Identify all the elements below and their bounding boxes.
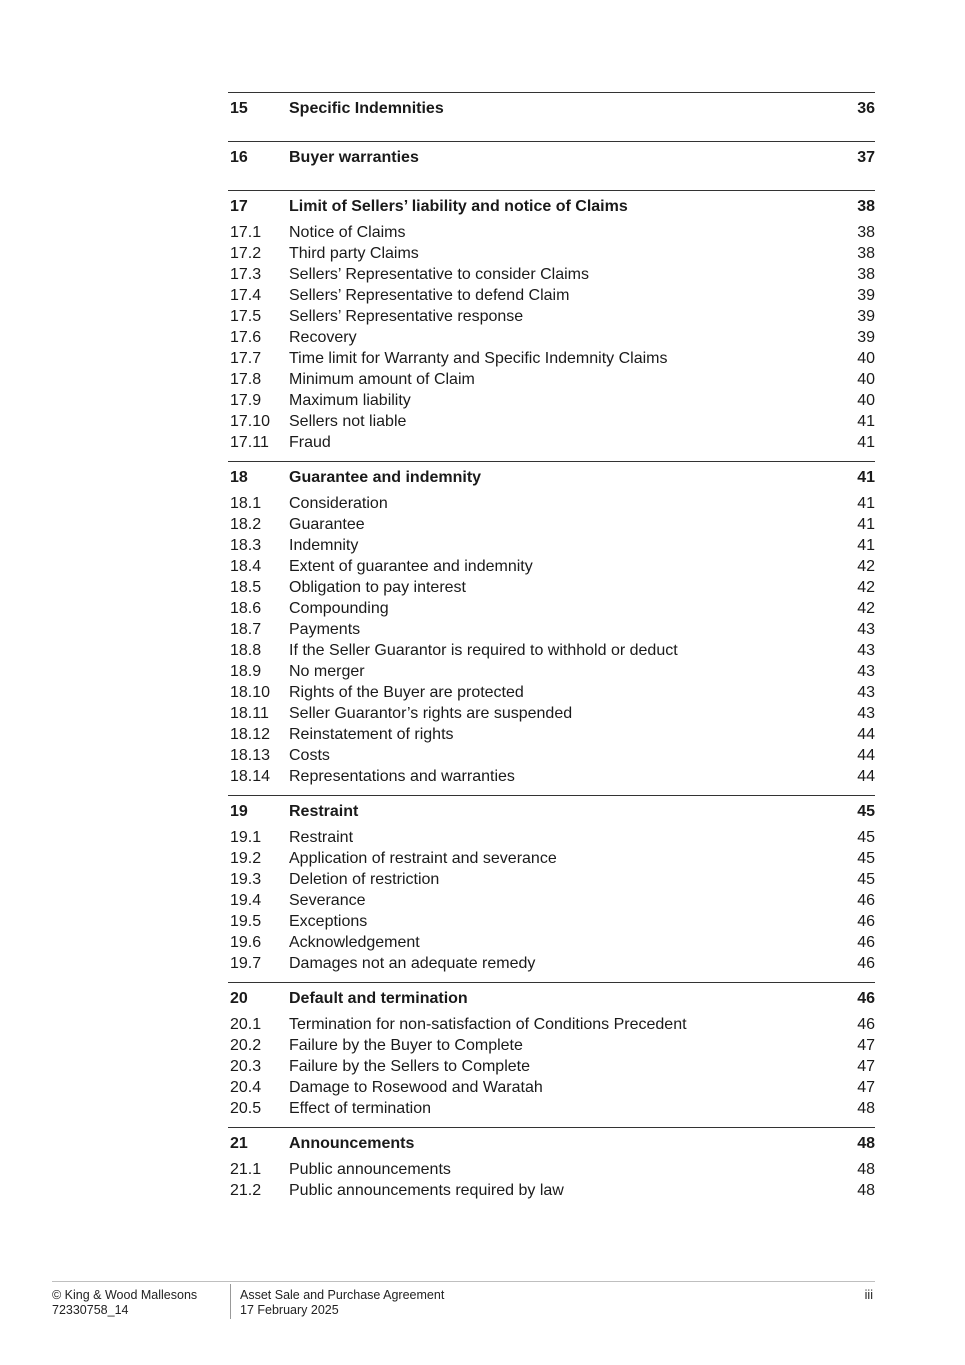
toc-subsection-list <box>228 1159 875 1209</box>
toc-subsection-number: 20.3 <box>230 1057 262 1075</box>
table-of-contents <box>228 92 875 1209</box>
footer-page-number: iii <box>864 1288 873 1302</box>
toc-subsection-title: Third party Claims <box>289 244 419 262</box>
toc-subsection-row[interactable] <box>228 745 875 766</box>
toc-subsection-page: 41 <box>857 536 875 554</box>
toc-subsection-row[interactable] <box>228 577 875 598</box>
toc-subsection-title: Sellers’ Representative to consider Claims <box>289 265 589 283</box>
toc-section-heading[interactable] <box>228 796 875 827</box>
toc-subsection-page: 47 <box>857 1057 875 1075</box>
toc-subsection-title: Severance <box>289 891 366 909</box>
toc-section-title: Limit of Sellers’ liability and notice of Claims <box>289 197 628 215</box>
toc-subsection-number: 19.7 <box>230 954 262 972</box>
toc-section-spacer <box>228 173 875 190</box>
toc-subsection-title: Reinstatement of rights <box>289 725 454 743</box>
toc-subsection-title: Sellers’ Representative to defend Claim <box>289 286 570 304</box>
toc-subsection-row[interactable] <box>228 1159 875 1180</box>
toc-subsection-number: 20.5 <box>230 1099 262 1117</box>
toc-subsection-number: 17.6 <box>230 328 262 346</box>
toc-subsection-title: Minimum amount of Claim <box>289 370 475 388</box>
toc-subsection-row[interactable] <box>228 766 875 787</box>
toc-section-page: 41 <box>857 468 875 486</box>
toc-subsection-row[interactable] <box>228 598 875 619</box>
toc-section-heading[interactable] <box>228 1128 875 1159</box>
toc-subsection-page: 46 <box>857 933 875 951</box>
toc-subsection-row[interactable] <box>228 285 875 306</box>
toc-subsection-title: Indemnity <box>289 536 359 554</box>
toc-subsection-title: Payments <box>289 620 361 638</box>
toc-subsection-page: 45 <box>857 870 875 888</box>
toc-section <box>228 982 875 1127</box>
toc-subsection-page: 41 <box>857 433 875 451</box>
toc-subsection-page: 39 <box>857 328 875 346</box>
toc-subsection-number: 17.9 <box>230 391 262 409</box>
toc-subsection-number: 17.7 <box>230 349 262 367</box>
toc-subsection-page: 47 <box>857 1078 875 1096</box>
toc-section <box>228 92 875 141</box>
toc-subsection-page: 38 <box>857 265 875 283</box>
toc-subsection-number: 18.9 <box>230 662 262 680</box>
toc-subsection-number: 17.3 <box>230 265 262 283</box>
toc-subsection-page: 40 <box>857 391 875 409</box>
toc-section-number: 15 <box>230 99 248 117</box>
toc-subsection-row[interactable] <box>228 661 875 682</box>
toc-subsection-row[interactable] <box>228 619 875 640</box>
toc-subsection-title: Sellers not liable <box>289 412 407 430</box>
toc-section-number: 17 <box>230 197 248 215</box>
toc-subsection-row[interactable] <box>228 306 875 327</box>
toc-subsection-page: 45 <box>857 849 875 867</box>
toc-subsection-number: 19.1 <box>230 828 262 846</box>
toc-subsection-row[interactable] <box>228 703 875 724</box>
toc-subsection-page: 46 <box>857 891 875 909</box>
toc-subsection-number: 18.6 <box>230 599 262 617</box>
toc-section <box>228 141 875 190</box>
toc-subsection-row[interactable] <box>228 432 875 453</box>
toc-subsection-page: 41 <box>857 494 875 512</box>
toc-subsection-page: 44 <box>857 767 875 785</box>
toc-subsection-row[interactable] <box>228 890 875 911</box>
footer-copyright: © King & Wood Mallesons <box>52 1288 198 1302</box>
toc-section-number: 21 <box>230 1134 248 1152</box>
toc-subsection-page: 46 <box>857 912 875 930</box>
footer-doc-title: Asset Sale and Purchase Agreement <box>240 1288 445 1302</box>
toc-subsection-title: Guarantee <box>289 515 365 533</box>
toc-section-title: Default and termination <box>289 989 468 1007</box>
toc-subsection-row[interactable] <box>228 911 875 932</box>
footer-left <box>52 1288 228 1318</box>
toc-section-page: 36 <box>857 99 875 117</box>
toc-section-number: 16 <box>230 148 248 166</box>
toc-section-number: 20 <box>230 989 248 1007</box>
toc-subsection-number: 18.11 <box>230 704 269 722</box>
toc-section-heading[interactable] <box>228 142 875 173</box>
toc-subsection-page: 38 <box>857 244 875 262</box>
toc-subsection-number: 19.2 <box>230 849 262 867</box>
toc-section <box>228 461 875 795</box>
toc-section-spacer <box>228 124 875 141</box>
toc-subsection-title: Costs <box>289 746 330 764</box>
toc-section-title: Specific Indemnities <box>289 99 444 117</box>
toc-subsection-title: Extent of guarantee and indemnity <box>289 557 533 575</box>
toc-subsection-number: 18.14 <box>230 767 271 785</box>
toc-subsection-number: 18.1 <box>230 494 262 512</box>
toc-subsection-row[interactable] <box>228 390 875 411</box>
toc-subsection-number: 18.5 <box>230 578 262 596</box>
toc-subsection-title: Recovery <box>289 328 357 346</box>
toc-subsection-number: 17.8 <box>230 370 262 388</box>
toc-subsection-page: 43 <box>857 641 875 659</box>
toc-subsection-page: 48 <box>857 1160 875 1178</box>
toc-section-number: 18 <box>230 468 248 486</box>
toc-subsection-number: 17.10 <box>230 412 271 430</box>
toc-subsection-title: Exceptions <box>289 912 368 930</box>
toc-subsection-page: 39 <box>857 307 875 325</box>
toc-section-page: 48 <box>857 1134 875 1152</box>
toc-subsection-number: 18.2 <box>230 515 262 533</box>
toc-subsection-title: Public announcements <box>289 1160 451 1178</box>
toc-subsection-number: 19.5 <box>230 912 262 930</box>
toc-subsection-page: 48 <box>857 1181 875 1199</box>
toc-subsection-row[interactable] <box>228 369 875 390</box>
toc-section-title: Announcements <box>289 1134 415 1152</box>
toc-subsection-page: 45 <box>857 828 875 846</box>
toc-subsection-page: 44 <box>857 725 875 743</box>
toc-section-page: 45 <box>857 802 875 820</box>
toc-subsection-page: 42 <box>857 557 875 575</box>
toc-subsection-list <box>228 493 875 795</box>
toc-subsection-title: Maximum liability <box>289 391 411 409</box>
toc-subsection-page: 43 <box>857 662 875 680</box>
toc-section-page: 37 <box>857 148 875 166</box>
toc-section <box>228 795 875 982</box>
toc-section <box>228 190 875 461</box>
toc-subsection-title: Termination for non-satisfaction of Conditions Precedent <box>289 1015 687 1033</box>
toc-subsection-title: Obligation to pay interest <box>289 578 466 596</box>
toc-section-page: 38 <box>857 197 875 215</box>
toc-subsection-page: 40 <box>857 370 875 388</box>
toc-section-title: Guarantee and indemnity <box>289 468 482 486</box>
toc-subsection-list <box>228 1014 875 1127</box>
toc-subsection-row[interactable] <box>228 348 875 369</box>
toc-subsection-page: 42 <box>857 578 875 596</box>
toc-subsection-title: Fraud <box>289 433 331 451</box>
toc-subsection-number: 21.2 <box>230 1181 262 1199</box>
toc-subsection-number: 20.2 <box>230 1036 262 1054</box>
toc-subsection-title: Notice of Claims <box>289 223 406 241</box>
toc-section-heading[interactable] <box>228 462 875 493</box>
toc-subsection-number: 18.3 <box>230 536 262 554</box>
toc-subsection-row[interactable] <box>228 243 875 264</box>
footer-middle <box>240 1288 444 1318</box>
toc-subsection-row[interactable] <box>228 1035 875 1056</box>
toc-subsection-number: 17.5 <box>230 307 262 325</box>
toc-subsection-row[interactable] <box>228 222 875 243</box>
toc-subsection-page: 41 <box>857 412 875 430</box>
toc-subsection-title: Sellers’ Representative response <box>289 307 524 325</box>
toc-subsection-title: Compounding <box>289 599 389 617</box>
toc-section-heading[interactable] <box>228 191 875 222</box>
toc-subsection-title: Seller Guarantor’s rights are suspended <box>289 704 573 722</box>
toc-subsection-title: Damage to Rosewood and Waratah <box>289 1078 543 1096</box>
toc-subsection-row[interactable] <box>228 1077 875 1098</box>
toc-subsection-row[interactable] <box>228 514 875 535</box>
toc-subsection-row[interactable] <box>228 556 875 577</box>
toc-subsection-title: Public announcements required by law <box>289 1181 564 1199</box>
toc-subsection-number: 21.1 <box>230 1160 262 1178</box>
toc-subsection-page: 46 <box>857 1015 875 1033</box>
toc-subsection-title: Damages not an adequate remedy <box>289 954 536 972</box>
toc-subsection-title: Time limit for Warranty and Specific Indemnity Claims <box>289 349 668 367</box>
toc-subsection-title: Effect of termination <box>289 1099 431 1117</box>
toc-subsection-title: Representations and warranties <box>289 767 515 785</box>
toc-subsection-row[interactable] <box>228 953 875 974</box>
footer-date: 17 February 2025 <box>240 1303 339 1317</box>
toc-subsection-row[interactable] <box>228 535 875 556</box>
toc-subsection-page: 47 <box>857 1036 875 1054</box>
toc-subsection-row[interactable] <box>228 827 875 848</box>
toc-subsection-number: 18.8 <box>230 641 262 659</box>
footer-doc-id: 72330758_14 <box>52 1303 129 1317</box>
toc-subsection-title: Deletion of restriction <box>289 870 440 888</box>
toc-subsection-title: Acknowledgement <box>289 933 420 951</box>
toc-subsection-title: Application of restraint and severance <box>289 849 557 867</box>
toc-subsection-row[interactable] <box>228 848 875 869</box>
toc-subsection-row[interactable] <box>228 411 875 432</box>
toc-subsection-page: 43 <box>857 620 875 638</box>
toc-subsection-page: 43 <box>857 683 875 701</box>
toc-section-title: Restraint <box>289 802 359 820</box>
toc-subsection-number: 17.11 <box>230 433 269 451</box>
toc-subsection-title: Restraint <box>289 828 354 846</box>
toc-subsection-page: 48 <box>857 1099 875 1117</box>
toc-subsection-row[interactable] <box>228 1014 875 1035</box>
toc-subsection-number: 18.10 <box>230 683 271 701</box>
toc-section-page: 46 <box>857 989 875 1007</box>
page-footer <box>52 1281 875 1317</box>
toc-subsection-row[interactable] <box>228 869 875 890</box>
toc-subsection-page: 44 <box>857 746 875 764</box>
toc-subsection-row[interactable] <box>228 724 875 745</box>
toc-subsection-number: 18.12 <box>230 725 271 743</box>
toc-subsection-number: 18.7 <box>230 620 262 638</box>
toc-subsection-row[interactable] <box>228 682 875 703</box>
toc-subsection-list <box>228 827 875 982</box>
toc-section-heading[interactable] <box>228 983 875 1014</box>
toc-subsection-page: 39 <box>857 286 875 304</box>
toc-subsection-number: 19.6 <box>230 933 262 951</box>
toc-subsection-number: 19.3 <box>230 870 262 888</box>
toc-subsection-row[interactable] <box>228 1098 875 1119</box>
toc-subsection-title: Failure by the Buyer to Complete <box>289 1036 523 1054</box>
toc-subsection-number: 17.1 <box>230 223 262 241</box>
toc-section-number: 19 <box>230 802 248 820</box>
toc-subsection-row[interactable] <box>228 493 875 514</box>
toc-subsection-number: 17.4 <box>230 286 262 304</box>
toc-section-title: Buyer warranties <box>289 148 419 166</box>
toc-subsection-number: 20.4 <box>230 1078 262 1096</box>
toc-subsection-page: 43 <box>857 704 875 722</box>
toc-subsection-page: 38 <box>857 223 875 241</box>
toc-subsection-title: Rights of the Buyer are protected <box>289 683 524 701</box>
toc-subsection-row[interactable] <box>228 264 875 285</box>
toc-subsection-title: No merger <box>289 662 365 680</box>
toc-subsection-row[interactable] <box>228 1180 875 1201</box>
toc-subsection-number: 18.13 <box>230 746 271 764</box>
toc-subsection-number: 17.2 <box>230 244 262 262</box>
toc-subsection-number: 20.1 <box>230 1015 262 1033</box>
toc-subsection-title: If the Seller Guarantor is required to withhold or deduct <box>289 641 678 659</box>
toc-section-heading[interactable] <box>228 93 875 124</box>
toc-subsection-row[interactable] <box>228 640 875 661</box>
toc-subsection-page: 46 <box>857 954 875 972</box>
toc-subsection-row[interactable] <box>228 1056 875 1077</box>
toc-subsection-page: 41 <box>857 515 875 533</box>
toc-subsection-title: Consideration <box>289 494 388 512</box>
toc-subsection-number: 18.4 <box>230 557 262 575</box>
toc-subsection-title: Failure by the Sellers to Complete <box>289 1057 530 1075</box>
toc-subsection-page: 40 <box>857 349 875 367</box>
toc-subsection-page: 42 <box>857 599 875 617</box>
toc-subsection-number: 19.4 <box>230 891 262 909</box>
toc-subsection-row[interactable] <box>228 327 875 348</box>
toc-section <box>228 1127 875 1209</box>
toc-subsection-list <box>228 222 875 461</box>
toc-subsection-row[interactable] <box>228 932 875 953</box>
footer-divider <box>230 1284 231 1319</box>
